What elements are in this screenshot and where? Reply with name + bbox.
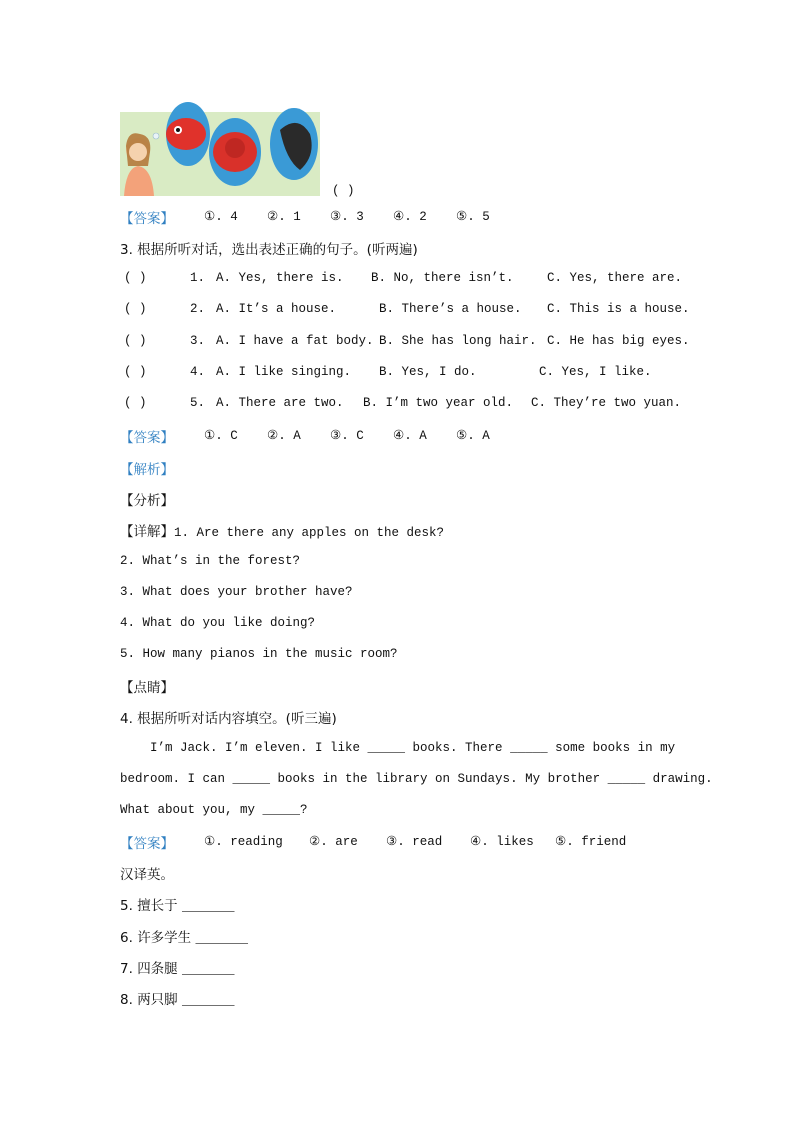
option-c: C. He has big eyes. (547, 334, 690, 348)
q3-title: 3. 根据所听对话，选出表述正确的句子。(听两遍) (120, 242, 418, 258)
goldfish-illustration (120, 100, 320, 196)
q2-answer: ④. 2 (393, 210, 427, 224)
option-a: A. I have a fat body. (216, 334, 374, 348)
q4-title: 4. 根据所听对话内容填空。(听三遍) (120, 711, 337, 727)
q4-answer: ①. reading (204, 835, 283, 849)
q3-answer: ①. C (204, 429, 238, 443)
item-paren: ( ) (124, 396, 147, 410)
detail-line: 3. What does your brother have? (120, 585, 353, 599)
q3-answer: ⑤. A (456, 429, 490, 443)
option-c: C. They’re two yuan. (531, 396, 682, 410)
item-num: 4. (190, 365, 206, 379)
answer-blank[interactable]: _______ (181, 963, 235, 977)
option-b: B. I’m two year old. (363, 396, 514, 410)
option-a: A. It’s a house. (216, 302, 337, 316)
option-c: C. Yes, there are. (547, 271, 683, 285)
q3-answer: ②. A (267, 429, 301, 443)
q4-passage-line: bedroom. I can _____ books in the library on Sundays. My brother _____ drawing. (120, 772, 713, 786)
q4-answer-row (0, 833, 794, 853)
detail-line: 2. What’s in the forest? (120, 554, 301, 568)
item-paren: ( ) (124, 365, 147, 379)
item-num: 3. (190, 334, 206, 348)
item-num: 1. (190, 271, 206, 285)
item-text: 擅长于 (137, 898, 178, 914)
q3-answer-row (0, 427, 794, 447)
answer-tag: 【答案】 (120, 836, 174, 852)
detail-line-1 (120, 520, 620, 540)
q2-answer: ①. 4 (204, 210, 238, 224)
detail-line: 5. How many pianos in the music room? (120, 647, 398, 661)
detail-line: 4. What do you like doing? (120, 616, 316, 630)
option-c: C. This is a house. (547, 302, 690, 316)
item-num: 2. (190, 302, 206, 316)
q3-item-4 (0, 365, 794, 383)
answer-blank[interactable]: _______ (195, 932, 248, 946)
translate-item-7 (120, 957, 235, 977)
item-paren: ( ) (124, 302, 147, 316)
option-b: B. No, there isn’t. (371, 271, 514, 285)
item-text: 两只脚 (137, 992, 178, 1008)
q2-answer: ②. 1 (267, 210, 301, 224)
option-a: A. Yes, there is. (216, 271, 344, 285)
option-a: A. I like singing. (216, 365, 352, 379)
q2-answer: ⑤. 5 (456, 210, 490, 224)
item-num: 7. (120, 961, 133, 977)
translate-item-5 (120, 894, 235, 914)
item-num: 6. (120, 930, 133, 946)
q3-item-3 (0, 334, 794, 352)
q3-item-5 (0, 396, 794, 414)
answer-blank-paren: ( ) (332, 184, 355, 198)
detail-tag: 【详解】 (120, 524, 174, 540)
q4-answer: ④. likes (470, 835, 534, 849)
q3-answer: ③. C (330, 429, 364, 443)
option-a: A. There are two. (216, 396, 344, 410)
q2-answer-row (0, 208, 794, 228)
item-num: 5. (120, 898, 133, 914)
q4-answer: ⑤. friend (555, 835, 627, 849)
answer-tag: 【答案】 (120, 430, 174, 446)
item-text: 四条腿 (137, 961, 178, 977)
q4-answer: ③. read (386, 835, 443, 849)
translate-item-8 (120, 988, 235, 1008)
detail-text: 1. Are there any apples on the desk? (174, 526, 445, 540)
q3-answer: ④. A (393, 429, 427, 443)
answer-blank[interactable]: _______ (181, 994, 235, 1008)
answer-tag: 【答案】 (120, 211, 174, 227)
answer-blank[interactable]: _______ (181, 900, 235, 914)
q4-answer: ②. are (309, 835, 358, 849)
item-num: 8. (120, 992, 133, 1008)
item-paren: ( ) (124, 334, 147, 348)
translate-title: 汉译英。 (120, 867, 174, 883)
q2-answer: ③. 3 (330, 210, 364, 224)
q3-item-2 (0, 302, 794, 320)
q4-passage-line: What about you, my _____? (120, 803, 308, 817)
option-b: B. Yes, I do. (379, 365, 477, 379)
option-c: C. Yes, I like. (539, 365, 652, 379)
translate-item-6 (120, 926, 248, 946)
q4-passage-line: I’m Jack. I’m eleven. I like _____ books. There _____ some books in my (120, 741, 676, 755)
item-paren: ( ) (124, 271, 147, 285)
item-text: 许多学生 (137, 930, 192, 946)
fenxi-tag: 【分析】 (120, 493, 174, 509)
q3-item-1 (0, 271, 794, 289)
option-b: B. She has long hair. (379, 334, 537, 348)
analysis-tag: 【解析】 (120, 462, 174, 478)
option-b: B. There’s a house. (379, 302, 522, 316)
item-num: 5. (190, 396, 206, 410)
dianjing-tag: 【点睛】 (120, 680, 174, 696)
